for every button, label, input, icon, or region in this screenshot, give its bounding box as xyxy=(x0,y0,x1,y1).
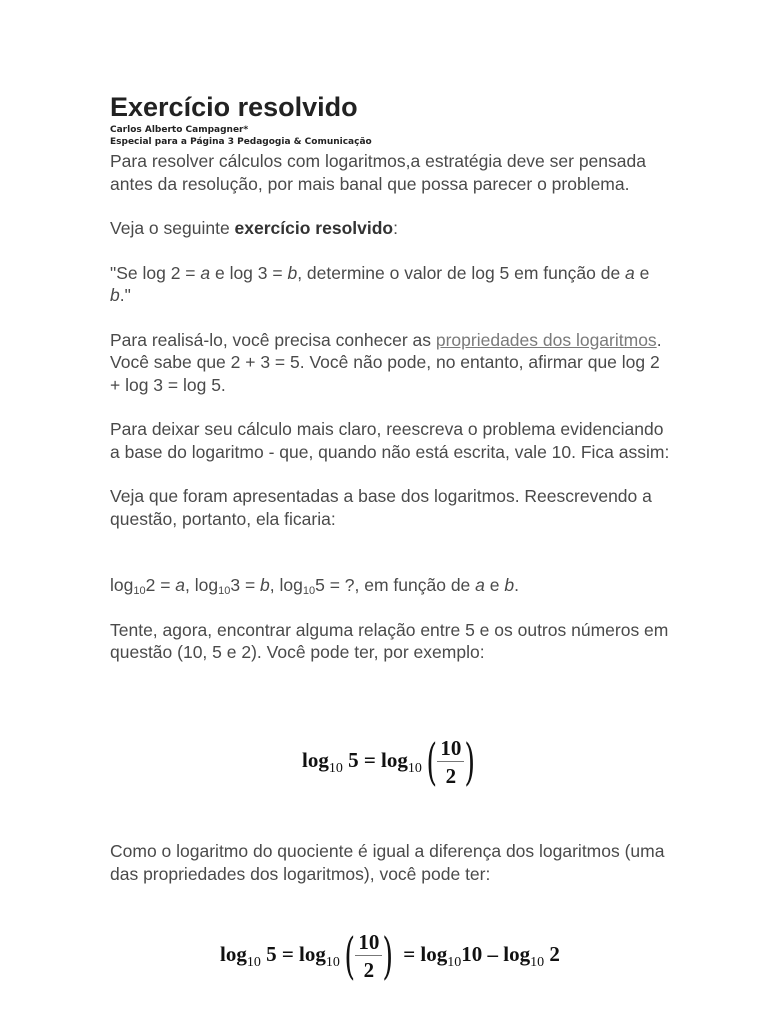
paragraph-question xyxy=(110,574,670,597)
text: , log xyxy=(185,575,219,595)
formula-text: log xyxy=(220,941,247,966)
text: : xyxy=(393,218,398,238)
paragraph-exercise-intro xyxy=(110,217,670,240)
left-paren: ( xyxy=(426,733,438,791)
formula-one xyxy=(302,733,480,791)
subscript: 10 xyxy=(218,585,231,597)
paragraph-relation: Tente, agora, encontrar alguma relação entre 5 e os outros números em questão (10, 5 e 2). Você pode ter, por exemplo: xyxy=(110,619,669,662)
text: . xyxy=(514,575,519,595)
text: , determine o valor de log 5 em função de xyxy=(297,262,626,283)
text: e log 3 = xyxy=(210,262,288,283)
formula-subscript: 10 xyxy=(407,760,422,776)
numerator: 10 xyxy=(355,931,382,956)
formula-text: – log xyxy=(487,941,531,966)
subscript: 10 xyxy=(133,585,146,597)
subscript: 10 xyxy=(302,585,316,597)
var-b: b xyxy=(260,575,270,595)
denominator: 2 xyxy=(445,763,457,788)
var-a: a xyxy=(475,575,485,595)
text: "Se log 2 = xyxy=(110,262,201,283)
text: Veja o seguinte xyxy=(110,218,235,238)
formula-two xyxy=(220,927,560,985)
numerator: 10 xyxy=(437,737,464,762)
formula-text: = log xyxy=(403,941,448,966)
formula-text: log xyxy=(302,747,329,772)
text: 2 = xyxy=(145,575,176,595)
var-a: a xyxy=(175,575,186,595)
formula-text: 5 = log xyxy=(348,747,408,772)
text: log xyxy=(110,575,134,595)
paragraph-quotient: Como o logaritmo do quociente é igual a diferença dos logaritmos (uma das propriedades dos logaritmos), você pode ter: xyxy=(110,841,665,884)
byline xyxy=(110,124,670,148)
author-line: Carlos Alberto Campagner* xyxy=(110,125,249,135)
fraction xyxy=(355,931,382,982)
var-a: a xyxy=(625,262,635,283)
text: ." xyxy=(119,285,131,305)
paragraph-base: Para deixar seu cálculo mais claro, reescreva o problema evidenciando a base do logaritmo - que, quando não está escrita, vale 10. Fica assim: xyxy=(110,419,670,462)
text: 5 = ?, em função de xyxy=(315,575,476,595)
properties-link[interactable]: propriedades dos logaritmos xyxy=(435,329,657,350)
formula-text: 10 xyxy=(461,941,483,966)
var-b: b xyxy=(504,575,515,595)
paragraph-intro: Para resolver cálculos com logaritmos,a estratégia deve ser pensada antes da resolução, por mais banal que possa parecer o problema. xyxy=(110,151,646,194)
formula-text: 2 xyxy=(549,941,560,966)
text: . Você sabe que 2 + 3 = 5. Você não pode, no entanto, afirmar que log 2 + log 3 = log 5. xyxy=(110,329,662,395)
paragraph-problem xyxy=(110,262,670,307)
text: 3 = xyxy=(230,575,261,595)
formula-subscript: 10 xyxy=(246,954,261,970)
text: , log xyxy=(269,575,303,595)
formula-subscript: 10 xyxy=(447,954,462,970)
formula-subscript: 10 xyxy=(325,954,340,970)
var-a: a xyxy=(200,262,211,283)
right-paren: ) xyxy=(464,733,476,791)
bold-text: exercício resolvido xyxy=(234,218,394,238)
text: e xyxy=(634,262,650,283)
left-paren: ( xyxy=(344,927,356,985)
paragraph-properties xyxy=(110,329,670,397)
text: e xyxy=(484,575,505,595)
formula-subscript: 10 xyxy=(328,760,343,776)
var-b: b xyxy=(287,262,298,283)
formula-text: 5 = log xyxy=(266,941,326,966)
text: Para realisá-lo, você precisa conhecer as xyxy=(110,329,436,350)
source-line: Especial para a Página 3 Pedagogia & Comunicação xyxy=(110,137,372,147)
var-b: b xyxy=(110,285,120,305)
right-paren: ) xyxy=(382,927,394,985)
fraction xyxy=(437,737,464,788)
paragraph-rewrite: Veja que foram apresentadas a base dos logaritmos. Reescrevendo a questão, portanto, ela ficaria: xyxy=(110,486,652,529)
page-title: Exercício resolvido xyxy=(110,92,358,122)
denominator: 2 xyxy=(363,957,375,982)
formula-subscript: 10 xyxy=(530,954,545,970)
